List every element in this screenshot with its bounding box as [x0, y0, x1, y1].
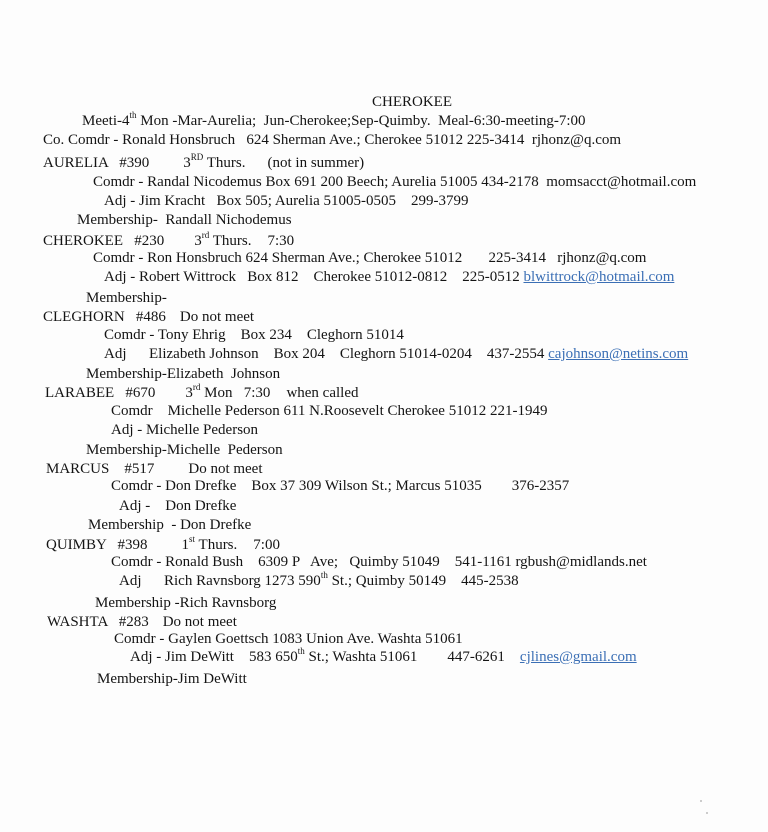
marcus-adjutant: Adj - Don Drefke: [119, 498, 237, 514]
cherokee-adjutant: Adj - Robert Wittrock Box 812 Cherokee 51012-0812 225-0512 blwittrock@hotmail.com: [104, 269, 675, 285]
aurelia-adjutant: Adj - Jim Kracht Box 505; Aurelia 51005-0505 299-3799: [104, 193, 469, 209]
washta-membership: Membership-Jim DeWitt: [97, 671, 247, 687]
marcus-membership: Membership - Don Drefke: [88, 517, 252, 533]
cherokee-adjutant-email-link[interactable]: blwittrock@hotmail.com: [523, 269, 675, 285]
cleghorn-adjutant: Adj Elizabeth Johnson Box 204 Cleghorn 51014-0204 437-2554 cajohnson@netins.com: [104, 346, 689, 362]
larabee-adjutant: Adj - Michelle Pederson: [111, 422, 259, 438]
cherokee-commander: Comdr - Ron Honsbruch 624 Sherman Ave.; Cherokee 51012 225-3414 rjhonz@q.com: [93, 250, 647, 266]
post-header-cherokee: CHEROKEE #230 3rd Thurs. 7:30: [43, 230, 295, 249]
cleghorn-adjutant-email-link[interactable]: cajohnson@netins.com: [548, 346, 689, 362]
page-title: CHEROKEE: [372, 94, 452, 110]
washta-adjutant-email-link[interactable]: cjlines@gmail.com: [519, 649, 637, 665]
marcus-commander: Comdr - Don Drefke Box 37 309 Wilson St.; Marcus 51035 376-2357: [111, 478, 570, 494]
quimby-adjutant: Adj Rich Ravnsborg 1273 590th St.; Quimby 50149 445-2538: [119, 570, 519, 589]
washta-adjutant: Adj - Jim DeWitt 583 650th St.; Washta 51061 447-6261 cjlines@gmail.com: [130, 646, 637, 665]
scan-speck: [706, 812, 708, 814]
co-commander-line: Co. Comdr - Ronald Honsbruch 624 Sherman Ave.; Cherokee 51012 225-3414 rjhonz@q.com: [43, 132, 622, 148]
cleghorn-commander: Comdr - Tony Ehrig Box 234 Cleghorn 51014: [104, 327, 404, 343]
quimby-commander: Comdr - Ronald Bush 6309 P Ave; Quimby 51049 541-1161 rgbush@midlands.net: [111, 554, 647, 570]
aurelia-membership: Membership- Randall Nichodemus: [77, 212, 292, 228]
cherokee-membership: Membership-: [86, 290, 167, 306]
scan-speck: [700, 800, 702, 802]
post-header-larabee: LARABEE #670 3rd Mon 7:30 when called: [45, 382, 359, 401]
aurelia-commander: Comdr - Randal Nicodemus Box 691 200 Beech; Aurelia 51005 434-2178 momsacct@hotmail.com: [93, 174, 697, 190]
meeting-schedule: Meeti-4th Mon -Mar-Aurelia; Jun-Cherokee;Sep-Quimby. Meal-6:30-meeting-7:00: [82, 110, 586, 129]
post-header-aurelia: AURELIA #390 3RD Thurs. (not in summer): [43, 152, 365, 171]
larabee-commander: Comdr Michelle Pederson 611 N.Roosevelt Cherokee 51012 221-1949: [111, 403, 548, 419]
post-header-washta: WASHTA #283 Do not meet: [47, 614, 237, 630]
post-header-quimby: QUIMBY #398 1st Thurs. 7:00: [46, 534, 280, 553]
post-header-marcus: MARCUS #517 Do not meet: [46, 461, 263, 477]
larabee-membership: Membership-Michelle Pederson: [86, 442, 283, 458]
quimby-membership: Membership -Rich Ravnsborg: [95, 595, 277, 611]
cleghorn-membership: Membership-Elizabeth Johnson: [86, 366, 281, 382]
washta-commander: Comdr - Gaylen Goettsch 1083 Union Ave. Washta 51061: [114, 631, 463, 647]
post-header-cleghorn: CLEGHORN #486 Do not meet: [43, 309, 255, 325]
